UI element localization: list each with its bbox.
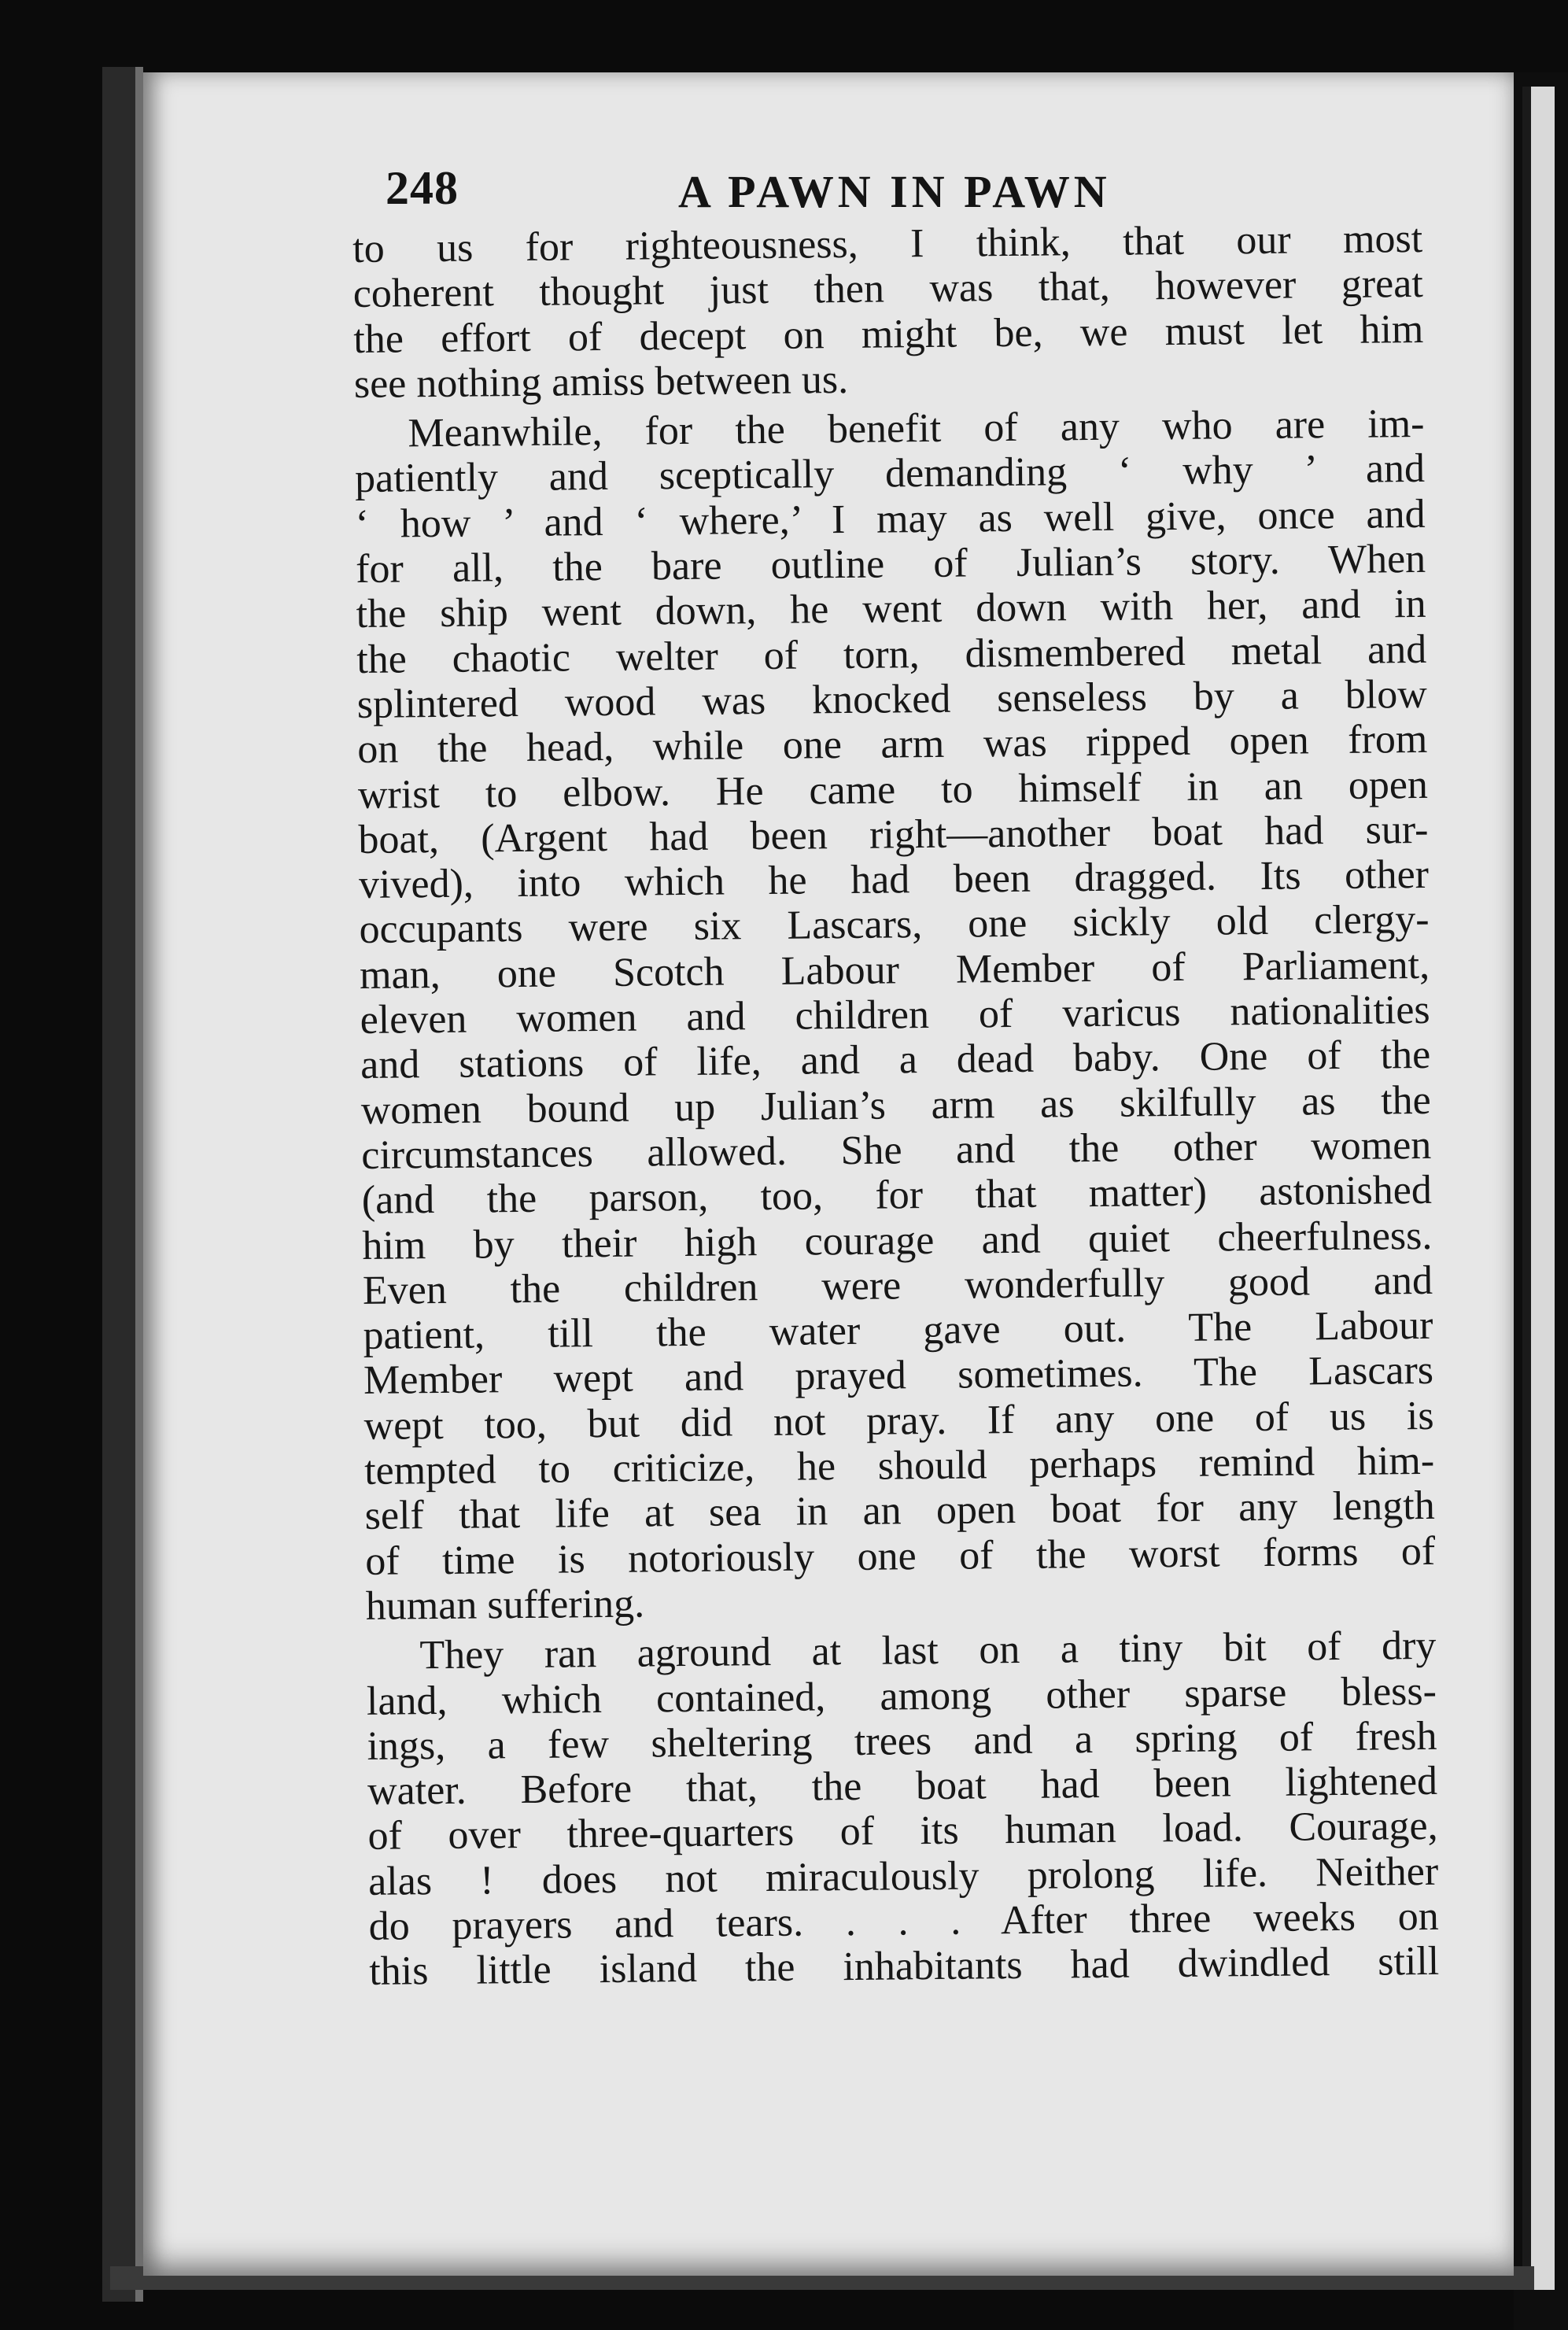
text-line: the chaotic welter of torn, dismembered metal and [356, 626, 1427, 682]
text-line: tempted to criticize, he should perhaps remind him- [363, 1438, 1435, 1494]
text-line: circumstances allowed. She and the other women [361, 1122, 1432, 1178]
text-line: wrist to elbow. He came to himself in an open [357, 762, 1429, 818]
text-line: They ran aground at last on a tiny bit of dry [419, 1623, 1437, 1678]
text-line: self that life at sea in an open boat for any length [364, 1483, 1435, 1539]
text-line: land, which contained, among other sparse bless- [366, 1668, 1437, 1724]
text-line: of time is notoriously one of the worst forms of [365, 1528, 1436, 1584]
text-line: vived), into which he had been dragged. Its other [358, 852, 1430, 908]
paragraph [354, 401, 1436, 1629]
page-number: 248 [386, 162, 459, 214]
text-line: do prayers and tears. . . . After three weeks on [368, 1893, 1439, 1949]
text-line: him by their high courage and quiet cheerfulness. [362, 1213, 1433, 1268]
text-line: for all, the bare outline of Julian’s story. When [355, 537, 1426, 593]
text-line: Even the children were wonderfully good and [362, 1257, 1433, 1313]
running-head [386, 161, 1172, 224]
page-edge-line [135, 67, 143, 2302]
running-title: A PAWN IN PAWN [678, 166, 1111, 217]
text-line: occupants were six Lascars, one sickly old clergy- [359, 897, 1430, 953]
text-line: man, one Scotch Labour Member of Parliament, [359, 942, 1430, 998]
text-line: water. Before that, the boat had been lightened [367, 1758, 1438, 1815]
text-line: Meanwhile, for the benefit of any who are im- [408, 401, 1425, 456]
text-line: patient, till the water gave out. The Labour [363, 1303, 1433, 1359]
text-line: ings, a few sheltering trees and a spring of fresh [367, 1713, 1437, 1769]
text-line: human suffering. [365, 1581, 645, 1629]
facing-page-edge [1531, 87, 1555, 2290]
text-line: coherent thought just then was that, however great [352, 261, 1424, 317]
body-text [352, 216, 1440, 1995]
text-line: boat, (Argent had been right—another boat had sur- [358, 807, 1429, 862]
text-line: the effort of decept on might be, we must let him [353, 306, 1424, 362]
text-line: wept too, but did not pray. If any one of us is [363, 1393, 1434, 1449]
text-line: the ship went down, he went down with her, and in [356, 582, 1426, 637]
text-line: alas ! does not miraculously prolong life. Neither [367, 1848, 1439, 1904]
text-line: eleven women and children of varicus nationalities [360, 987, 1430, 1043]
text-line: women bound up Julian’s arm as skilfully as the [360, 1077, 1431, 1133]
text-line: of over three-quarters of its human load. Courage, [367, 1804, 1438, 1859]
text-line: this little island the inhabitants had dwindled still [369, 1939, 1440, 1995]
text-line: on the head, while one arm was ripped open from [357, 717, 1428, 773]
book-spine-edge [102, 67, 140, 2302]
text-line: and stations of life, and a dead baby. One of the [360, 1032, 1431, 1088]
text-line: ‘ how ’ and ‘ where,’ I may as well give, once and [355, 491, 1426, 547]
text-line: Member wept and prayed sometimes. The Lascars [363, 1348, 1434, 1404]
text-line: (and the parson, too, for that matter) astonished [361, 1168, 1433, 1224]
text-line: to us for righteousness, I think, that our most [352, 216, 1423, 271]
paragraph [352, 216, 1424, 407]
paragraph [366, 1623, 1439, 1994]
text-line: see nothing amiss between us. [353, 356, 849, 407]
text-line: splintered wood was knocked senseless by a blow [356, 671, 1428, 727]
text-line: patiently and sceptically demanding ‘ why ’ and [354, 446, 1426, 502]
